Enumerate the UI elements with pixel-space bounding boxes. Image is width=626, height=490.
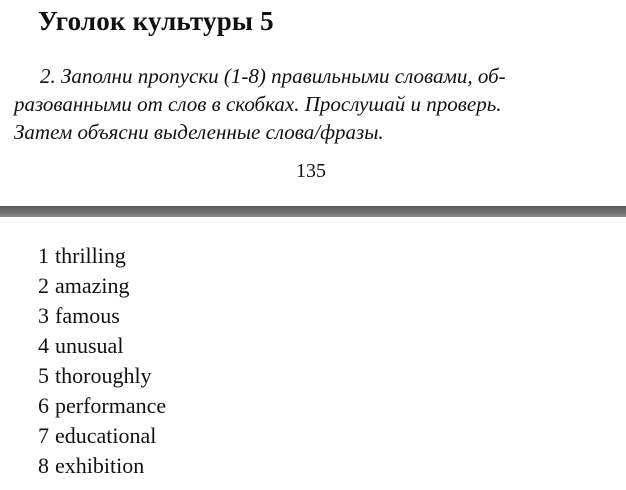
answer-word: thoroughly [55, 363, 152, 388]
task-line: разованными от слов в скобках. Прослушай и проверь. [14, 92, 502, 116]
answer-number: 2 [38, 273, 49, 298]
answer-item [38, 241, 166, 271]
answer-item [38, 271, 166, 301]
answer-item [38, 421, 166, 451]
answer-number: 6 [38, 393, 49, 418]
section-heading: Уголок культуры 5 [38, 6, 274, 36]
answer-number: 7 [38, 423, 49, 448]
answer-item [38, 301, 166, 331]
answer-number: 4 [38, 333, 49, 358]
answer-word: educational [55, 423, 157, 448]
answer-item [38, 331, 166, 361]
page-number: 135 [296, 160, 326, 182]
answer-item [38, 361, 166, 391]
answer-word: amazing [55, 273, 130, 298]
answer-word: performance [55, 393, 167, 418]
answer-number: 8 [38, 453, 49, 478]
task-instructions [14, 62, 614, 146]
answer-list [38, 241, 166, 481]
task-line: Затем объясни выделенные слова/фразы. [14, 120, 384, 144]
task-line: 2. Заполни пропуски (1-8) правильными словами, об- [40, 64, 506, 88]
answer-number: 5 [38, 363, 49, 388]
answer-word: famous [55, 303, 120, 328]
divider-bar [0, 206, 626, 217]
answer-word: exhibition [55, 453, 145, 478]
answer-item [38, 451, 166, 481]
answer-word: unusual [55, 333, 124, 358]
answer-number: 3 [38, 303, 49, 328]
answer-item [38, 391, 166, 421]
answer-number: 1 [38, 243, 49, 268]
answer-word: thrilling [55, 243, 126, 268]
